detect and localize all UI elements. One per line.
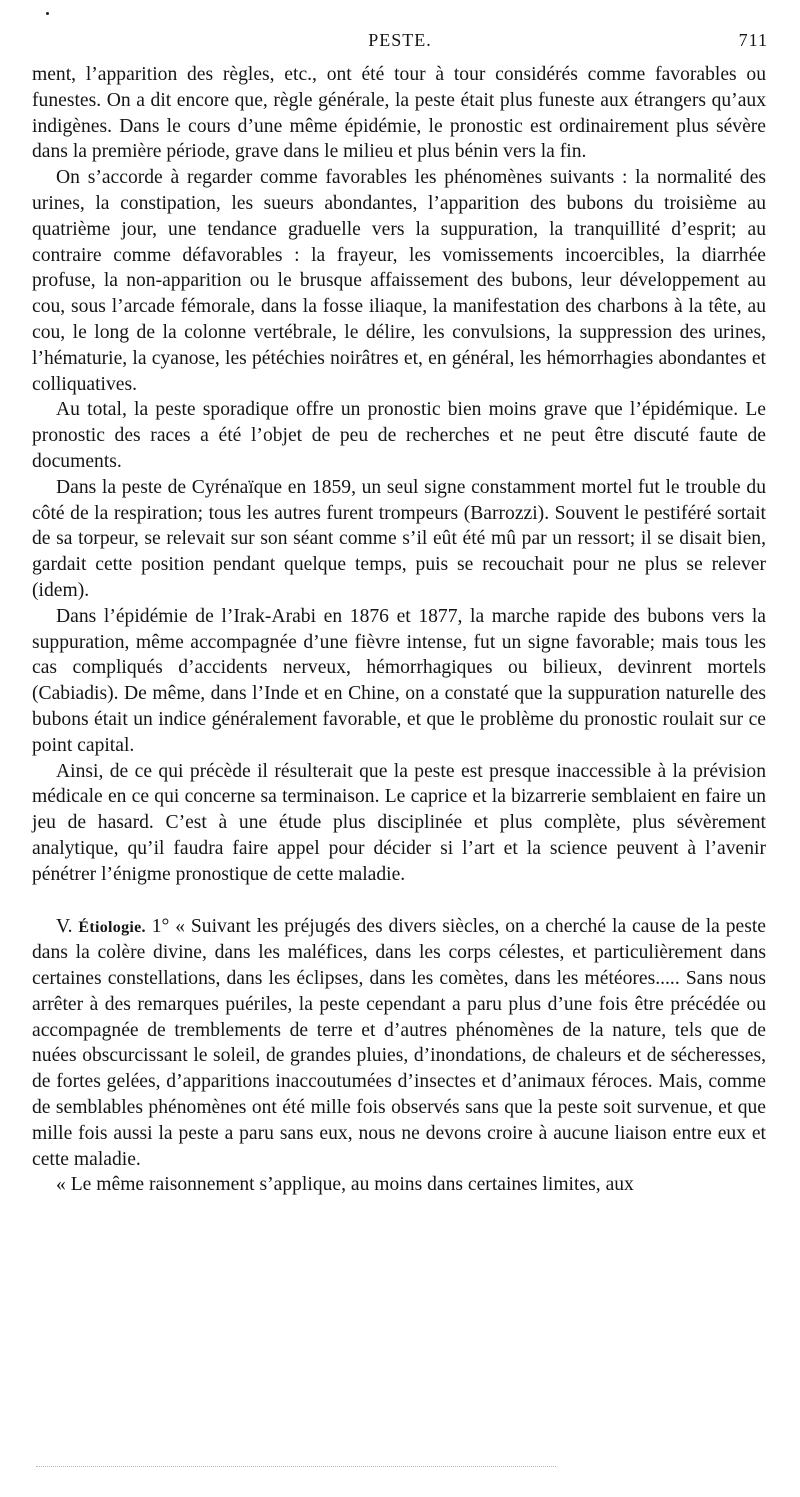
- footer-marks: [36, 1460, 556, 1467]
- running-title: PESTE.: [368, 30, 432, 50]
- print-speck: [46, 12, 49, 15]
- paragraph: « Le même raisonnement s’applique, au moins dans certaines limites, aux: [56, 1174, 634, 1196]
- paragraph: On s’accorde à regarder comme favorables les phénomènes suivants : la normalité des urines, la constipation, les sueurs abondantes, l’apparition des bubons du troisième au quatrième jour, une tendance graduelle vers la suppuration, la tranquillité d’esprit; au contraire comme défavorables : la frayeur, les vomissements incoercibles, la diarrhée profuse, la non-apparition ou le brusque affaissement des bubons, leur développement au cou, sous l’arcade fémorale, dans la fosse iliaque, la manifestation des charbons à la tête, au cou, le long de la colonne vertébrale, le délire, les convulsions, la suppression des urines, l’hématurie, la cyanose, les pétéchies noirâtres et, en général, les hémorrhagies abondantes et colliquatives.: [32, 167, 766, 395]
- running-head: [32, 30, 768, 56]
- section-number: V.: [56, 915, 73, 937]
- body-text: [32, 62, 766, 1198]
- paragraph: Dans l’épidémie de l’Irak-Arabi en 1876 et 1877, la marche rapide des bubons vers la suppuration, même accompagnée d’une fièvre intense, fut un signe favorable; mais tous les cas compliqués d’accidents nerveux, hémorrhagiques ou bilieux, devinrent mortels (Cabiadis). De même, dans l’Inde et en Chine, on a constaté que la suppuration naturelle des bubons était un indice généralement favorable, et que le problème du pronostic roulait sur ce point capital.: [32, 605, 766, 756]
- section-heading: Étiologie.: [78, 918, 146, 936]
- section-paragraph: [32, 914, 766, 1173]
- section-text: 1° « Suivant les préjugés des divers siècles, on a cherché la cause de la peste dans la colère divine, dans les maléfices, dans les corps célestes, et particulièrement dans certaines constellations, dans les éclipses, dans les comètes, dans les météores..... Sans nous arrêter à des remarques puériles, la peste cependant a paru plus d’une fois être précédée ou accompagnée de tremblements de terre et d’autres phénomènes de la nature, tels que de nuées obscurcissant le soleil, de grandes pluies, d’inondations, de chaleurs et de sécheresses, de fortes gelées, d’apparitions inaccoutumées d’insectes et d’animaux féroces. Mais, comme de semblables phénomènes ont été mille fois observés sans que la peste soit survenue, et que mille fois aussi la peste a paru sans eux, nous ne devons croire à aucune liaison entre eux et cette maladie.: [32, 915, 766, 1170]
- paragraph: Dans la peste de Cyrénaïque en 1859, un seul signe constamment mortel fut le trouble du côté de la respiration; tous les autres furent trompeurs (Barrozzi). Souvent le pestiféré sortait de sa torpeur, se relevait sur son séant comme s’il eût été mû par un ressort; il se disait bien, gardait cette position pendant quelque temps, puis se recouchait pour ne plus se relever (idem).: [32, 476, 766, 601]
- page-number: 711: [738, 30, 768, 50]
- paragraph: Ainsi, de ce qui précède il résulterait que la peste est presque inaccessible à la prévision médicale en ce qui concerne sa terminaison. Le caprice et la bizarrerie semblaient en faire un jeu de hasard. C’est à une étude plus disciplinée et plus complète, plus sévèrement analytique, qu’il faudra faire appel pour décider si l’art et la science peuvent à l’avenir pénétrer l’énigme pronostique de cette maladie.: [32, 760, 766, 885]
- paragraph: ment, l’apparition des règles, etc., ont été tour à tour considérés comme favorables ou funestes. On a dit encore que, règle générale, la peste était plus funeste aux étrangers qu’aux indigènes. Dans le cours d’une même épidémie, le pronostic est ordinairement plus sévère dans la première période, grave dans le milieu et plus bénin vers la fin.: [32, 64, 766, 163]
- paragraph: Au total, la peste sporadique offre un pronostic bien moins grave que l’épidémique. Le pronostic des races a été l’objet de peu de recherches et ne peut être discuté faute de documents.: [32, 399, 766, 472]
